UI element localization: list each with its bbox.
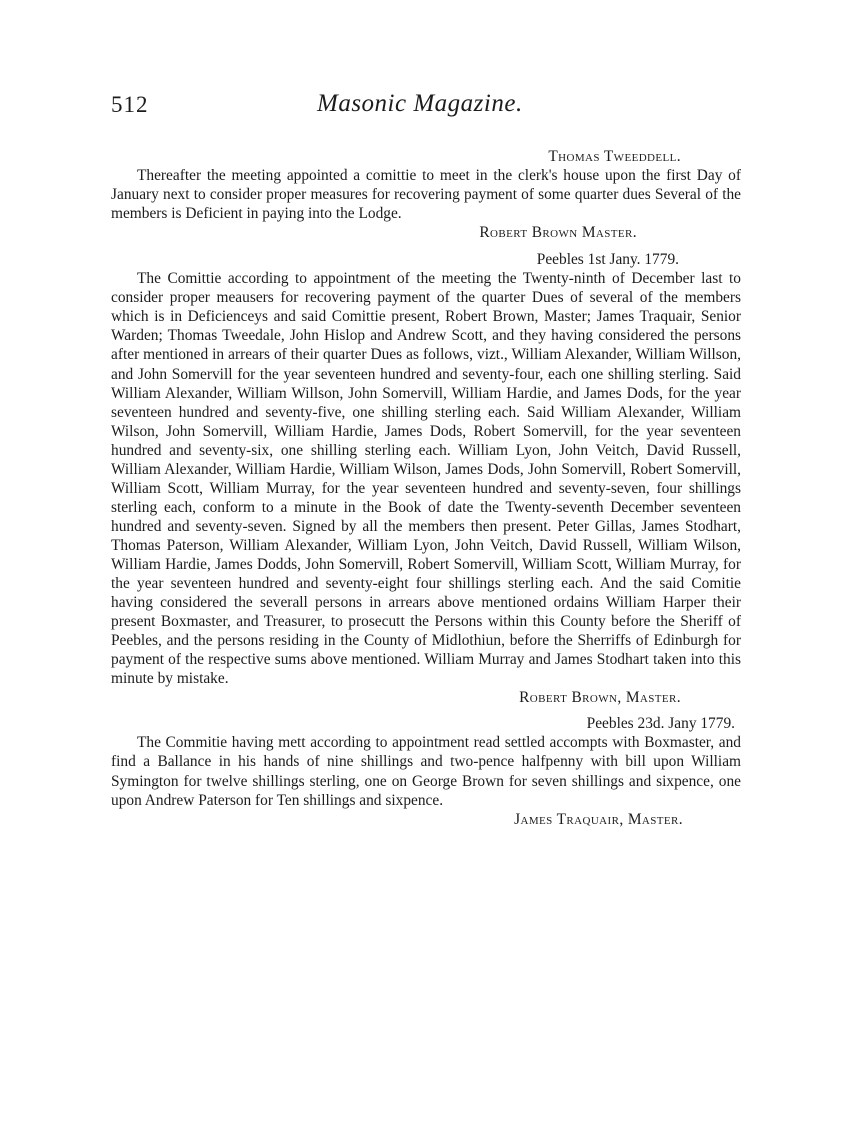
signature-thomas-tweeddell: Thomas Tweeddell. bbox=[548, 148, 681, 165]
date-peebles-1st-jany: Peebles 1st Jany. 1779. bbox=[536, 251, 679, 269]
page-number: 512 bbox=[111, 92, 149, 117]
signature-james-traquair: James Traquair, Master. bbox=[514, 810, 683, 828]
paragraph-accounts-settled: The Commitie having mett according to appointment read settled accompts with Boxmaster, and find a Ballance in his hands of nine shillings and two-pence halfpenny with bill upon William Symington for twelve shillings sterling, one on George Brown for seven shillings and sixpence, one upon Andrew Paterson for Ten shillings and sixpence. bbox=[111, 734, 741, 809]
signature-robert-brown-first: Robert Brown Master. bbox=[479, 224, 637, 242]
paragraph-arrears-minute: The Comittie according to appointment of the meeting the Twenty-ninth of December last to consider proper meausers for recovering payment of the quarter Dues of several of the members which is in Deficienceys and said Comittie present, Robert Brown, Master; James Traquair, Senior Warden; Thomas Tweedale, John Hislop and Andrew Scott, and they having considered the persons after mentioned in arrears of their quarter Dues as follows, vizt., William Alexander, William Willson, and John Somervill for the year seventeen hundred and seventy-four, each one shilling sterling. Said William Alexander, William Willson, John Somervill, William Hardie, and James Dods, for the year seventeen hundred and seventy-five, one shilling sterling each. Said William Alexander, William Wilson, John Somervill, William Hardie, James Dods, Robert Somervill, for the year seventeen hundred and seventy-six, one shilling sterling each. William Lyon, John Veitch, David Russell, William Alexander, William Hardie, William Wilson, James Dods, John Somervill, Robert Somervill, William Scott, William Murray, for the year seventeen hundred and seventy-seven, four shillings sterling each, conform to a minute in the Book of date the Twenty-seventh December seventeen hundred and seventy-seven. Signed by all the members then present. Peter Gillas, James Stodhart, Thomas Paterson, William Alexander, William Lyon, John Veitch, David Russell, William Wilson, William Hardie, James Dodds, John Somervill, Robert Somervill, William Scott, William Murray, for the year seventeen hundred and seventy-eight four shillings sterling each. And the said Comitie having considered the severall persons in arrears above mentioned ordains William Harper their present Boxmaster, and Treasurer, to prosecutt the Persons within this County before the Sheriff of Peebles, and the persons residing in the County of Midlothiun, before the Sherriffs of Edinburgh for payment of the respective sums above mentioned. William Murray and James Stodhart taken into this minute by mistake. bbox=[111, 270, 741, 688]
signature-robert-brown-second: Robert Brown, Master. bbox=[519, 689, 681, 707]
page-header bbox=[111, 90, 741, 122]
running-title: Masonic Magazine. bbox=[317, 90, 523, 117]
date-peebles-23d-jany: Peebles 23d. Jany 1779. bbox=[586, 715, 735, 733]
body-text bbox=[111, 147, 741, 829]
paragraph-committee-appointed: Thereafter the meeting appointed a comittie to meet in the clerk's house upon the first Day of January next to consider proper measures for recovering payment of some quarter dues Several of the members is Deficient in paying into the Lodge. bbox=[111, 167, 741, 223]
